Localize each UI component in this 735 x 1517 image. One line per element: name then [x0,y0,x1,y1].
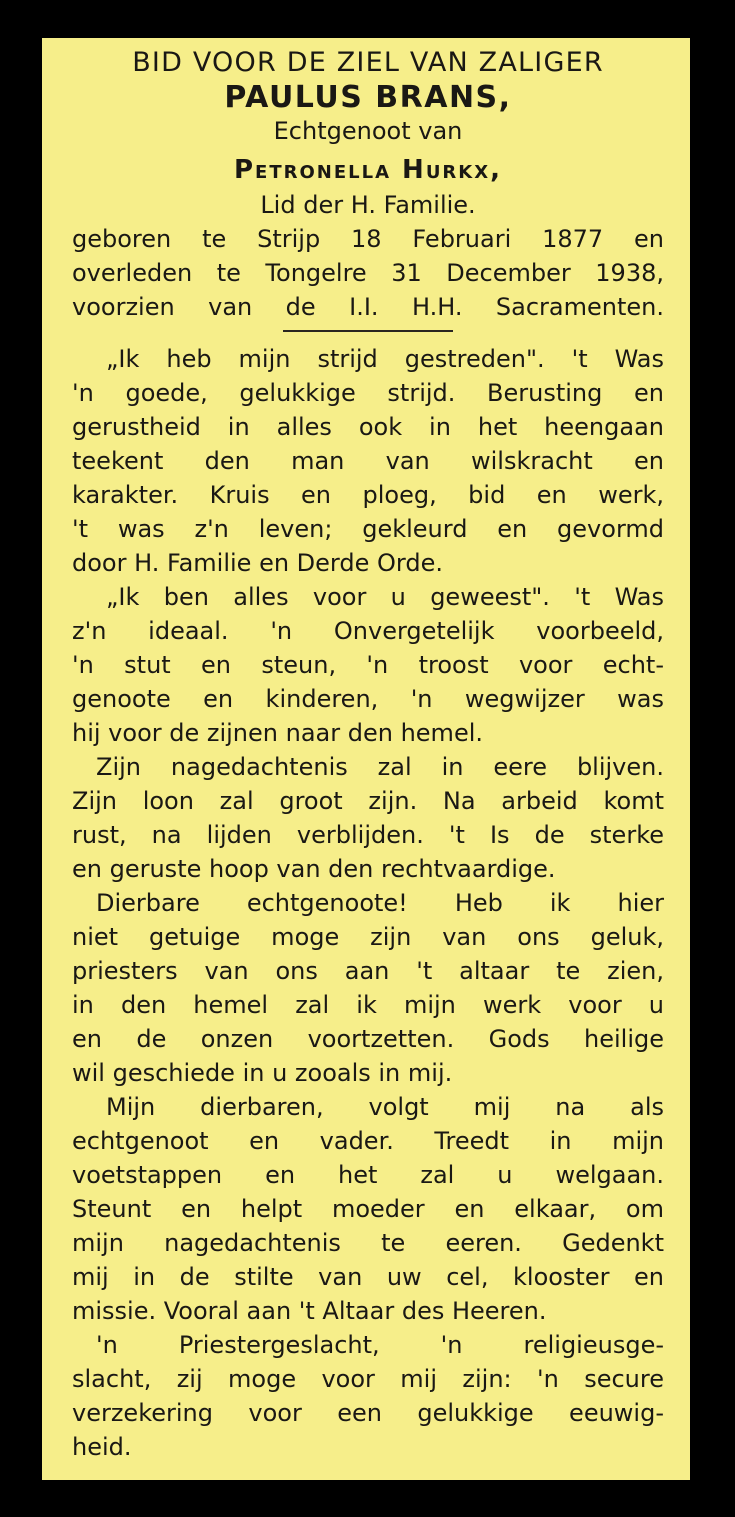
paragraph-2 [72,580,664,750]
text-line: en geruste hoop van den rechtvaardige. [72,855,556,883]
text-line: slacht, zij moge voor mij zijn: 'n secure [72,1365,664,1393]
text-line: heid. [72,1433,132,1461]
divider-rule [283,330,453,332]
text-line: missie. Vooral aan 't Altaar des Heeren. [72,1297,547,1325]
text-line: en de onzen voortzetten. Gods heilige [72,1025,664,1053]
fact-line-birth: geboren te Strijp 18 Februari 1877 en [72,225,664,253]
text-line: mijn nagedachtenis te eeren. Gedenkt [72,1229,664,1257]
text-line: gerustheid in alles ook in het heengaan [72,413,664,441]
text-line: z'n ideaal. 'n Onvergetelijk voorbeeld, [72,617,664,645]
text-line: hij voor de zijnen naar den hemel. [72,719,483,747]
paragraph-6 [72,1328,664,1464]
text-line: „Ik heb mijn strijd gestreden". 't Was [106,345,664,373]
text-line: mij in de stilte van uw cel, klooster en [72,1263,664,1291]
text-line: Zijn loon zal groot zijn. Na arbeid komt [72,787,664,815]
text-line: niet getuige moge zijn van ons geluk, [72,923,664,951]
text-line: 'n stut en steun, 'n troost voor echt- [72,651,664,679]
text-line: Steunt en helpt moeder en elkaar, om [72,1195,664,1223]
fact-line-sacraments: voorzien van de I.I. H.H. Sacramenten. [72,293,664,321]
text-line: karakter. Kruis en ploeg, bid en werk, [72,481,664,509]
text-line: Zijn nagedachtenis zal in eere blijven. [96,753,664,781]
text-line: 'n Priestergeslacht, 'n religieusge- [96,1331,664,1359]
text-line: teekent den man van wilskracht en [72,447,664,475]
text-line: voetstappen en het zal u welgaan. [72,1161,664,1189]
memorial-card [42,38,690,1480]
card-header [72,46,664,220]
life-facts [72,222,664,324]
fact-line-death: overleden te Tongelre 31 December 1938, [72,259,664,287]
relation-line: Echtgenoot van [273,117,463,145]
paragraph-4 [72,886,664,1090]
membership-line: Lid der H. Familie. [260,191,476,219]
deceased-name: PAULUS BRANS, [224,80,512,115]
text-line: 't was z'n leven; gekleurd en gevormd [72,515,664,543]
text-line: 'n goede, gelukkige strijd. Berusting en [72,379,664,407]
text-line: Mijn dierbaren, volgt mij na als [106,1093,664,1121]
prayer-line: BID VOOR DE ZIEL VAN ZALIGER [132,47,604,78]
text-line: verzekering voor een gelukkige eeuwig- [72,1399,664,1427]
paragraph-1 [72,342,664,580]
paragraph-5 [72,1090,664,1328]
text-line: rust, na lijden verblijden. 't Is de sterke [72,821,664,849]
text-line: „Ik ben alles voor u geweest". 't Was [106,583,664,611]
paragraph-3 [72,750,664,886]
text-line: wil geschiede in u zooals in mij. [72,1059,453,1087]
spouse-name: Petronella Hurkx, [233,155,502,185]
text-line: door H. Familie en Derde Orde. [72,549,443,577]
text-line: echtgenoot en vader. Treedt in mijn [72,1127,664,1155]
text-line: genoote en kinderen, 'n wegwijzer was [72,685,664,713]
text-line: priesters van ons aan 't altaar te zien, [72,957,664,985]
text-line: in den hemel zal ik mijn werk voor u [72,991,664,1019]
text-line: Dierbare echtgenoote! Heb ik hier [96,889,664,917]
